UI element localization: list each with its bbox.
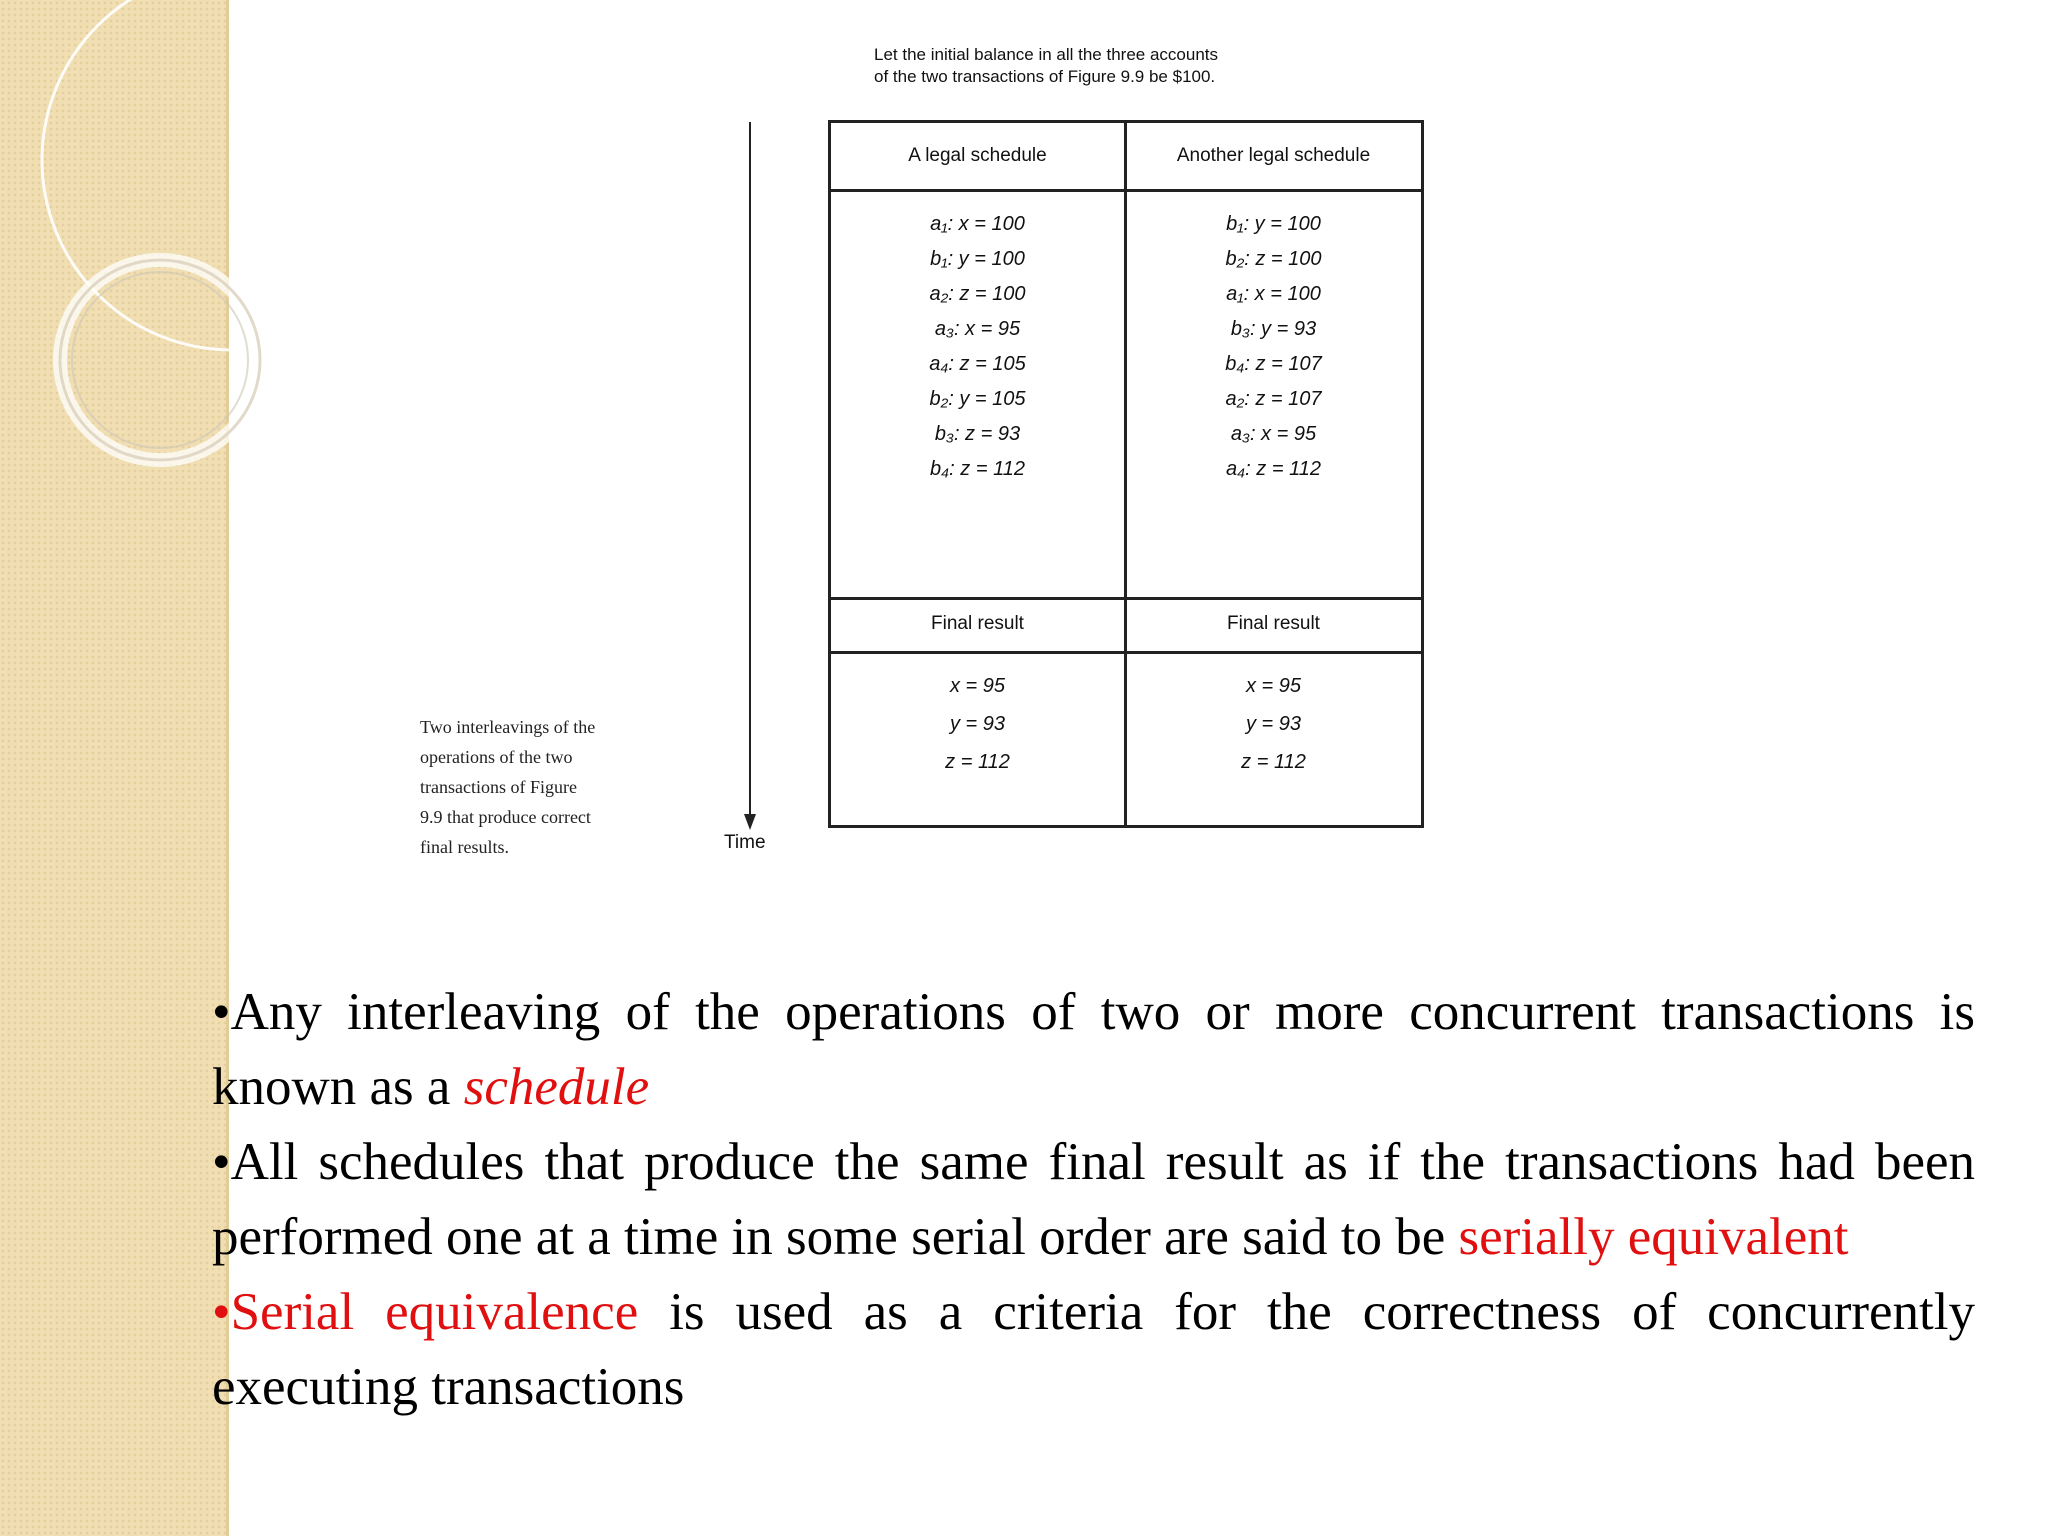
operation-line: a₂: z = 100: [929, 283, 1026, 305]
schedule-table: [828, 120, 1424, 828]
schedule-figure: [420, 40, 1460, 900]
side-caption-line: final results.: [420, 837, 509, 857]
bullet-text: All schedules that produce the same final result as if the transactions had been performed one at a time in some serial order are said to be: [212, 1133, 1975, 1266]
bullet-marker: •: [212, 983, 231, 1041]
bullet-correctness-criteria: [212, 1275, 1975, 1425]
highlight-term-schedule: schedule: [463, 1058, 650, 1116]
time-arrow-icon: [740, 122, 760, 882]
header-rule: [831, 189, 1421, 192]
operations-list-another-schedule: [1127, 207, 1420, 487]
final-value: y = 93: [949, 713, 1006, 735]
caption-line: of the two transactions of Figure 9.9 be $100.: [874, 67, 1216, 86]
bullet-text: Any interleaving of the operations of two or more concurrent transactions is known as a: [212, 983, 1975, 1116]
operation-line: a₂: z = 107: [1225, 388, 1322, 410]
final-value: z = 112: [945, 751, 1010, 773]
caption-line: Let the initial balance in all the three accounts: [874, 45, 1219, 64]
operation-line: b₁: y = 100: [930, 248, 1025, 270]
column-header-legal-schedule: A legal schedule: [908, 145, 1047, 166]
decorative-rings: [0, 0, 300, 560]
side-caption-line: transactions of Figure: [420, 777, 577, 797]
operations-list-legal-schedule: [831, 207, 1124, 487]
side-caption-line: 9.9 that produce correct: [420, 807, 591, 827]
bullet-schedule-definition: [212, 975, 1975, 1125]
operation-line: a₁: x = 100: [930, 213, 1025, 235]
time-axis-label: Time: [724, 832, 766, 853]
column-header-another-legal-schedule: Another legal schedule: [1176, 145, 1371, 166]
final-header-bottom-rule: [831, 651, 1421, 654]
side-caption-line: Two interleavings of the: [420, 717, 596, 737]
bullet-list: [212, 975, 1975, 1425]
final-value: x = 95: [949, 675, 1006, 697]
final-result-header-right: Final result: [1227, 613, 1320, 634]
operation-line: b₂: y = 105: [929, 388, 1026, 410]
final-values-left: [831, 667, 1124, 781]
operation-line: b₄: z = 107: [1225, 353, 1322, 375]
operation-line: b₂: z = 100: [1225, 248, 1322, 270]
operation-line: b₃: z = 93: [934, 423, 1021, 445]
final-values-right: [1127, 667, 1420, 781]
bullet-serial-equivalence-definition: [212, 1125, 1975, 1275]
figure-side-caption: [420, 712, 680, 862]
side-caption-line: operations of the two: [420, 747, 573, 767]
highlight-term-serial-equivalence: Serial equivalence: [230, 1283, 639, 1341]
final-header-top-rule: [831, 597, 1421, 600]
operation-line: a₃: x = 95: [1230, 423, 1317, 445]
figure-caption-top: [874, 44, 1434, 88]
operation-line: b₃: y = 93: [1230, 318, 1317, 340]
operation-line: b₁: y = 100: [1226, 213, 1321, 235]
operation-line: a₄: z = 105: [929, 353, 1026, 375]
final-result-header-left: Final result: [931, 613, 1024, 634]
operation-line: b₄: z = 112: [930, 458, 1025, 480]
operation-line: a₄: z = 112: [1226, 458, 1321, 480]
bullet-marker: •: [212, 1133, 231, 1191]
bullet-text: is used as a criteria for the correctness of concurrently executing transactions: [212, 1283, 1976, 1416]
bullet-marker: •: [212, 1283, 231, 1341]
operation-line: a₁: x = 100: [1226, 283, 1321, 305]
highlight-term-serially-equivalent: serially equivalent: [1458, 1208, 1849, 1266]
final-value: z = 112: [1241, 751, 1306, 773]
operation-line: a₃: x = 95: [934, 318, 1021, 340]
final-value: x = 95: [1245, 675, 1302, 697]
final-value: y = 93: [1245, 713, 1302, 735]
